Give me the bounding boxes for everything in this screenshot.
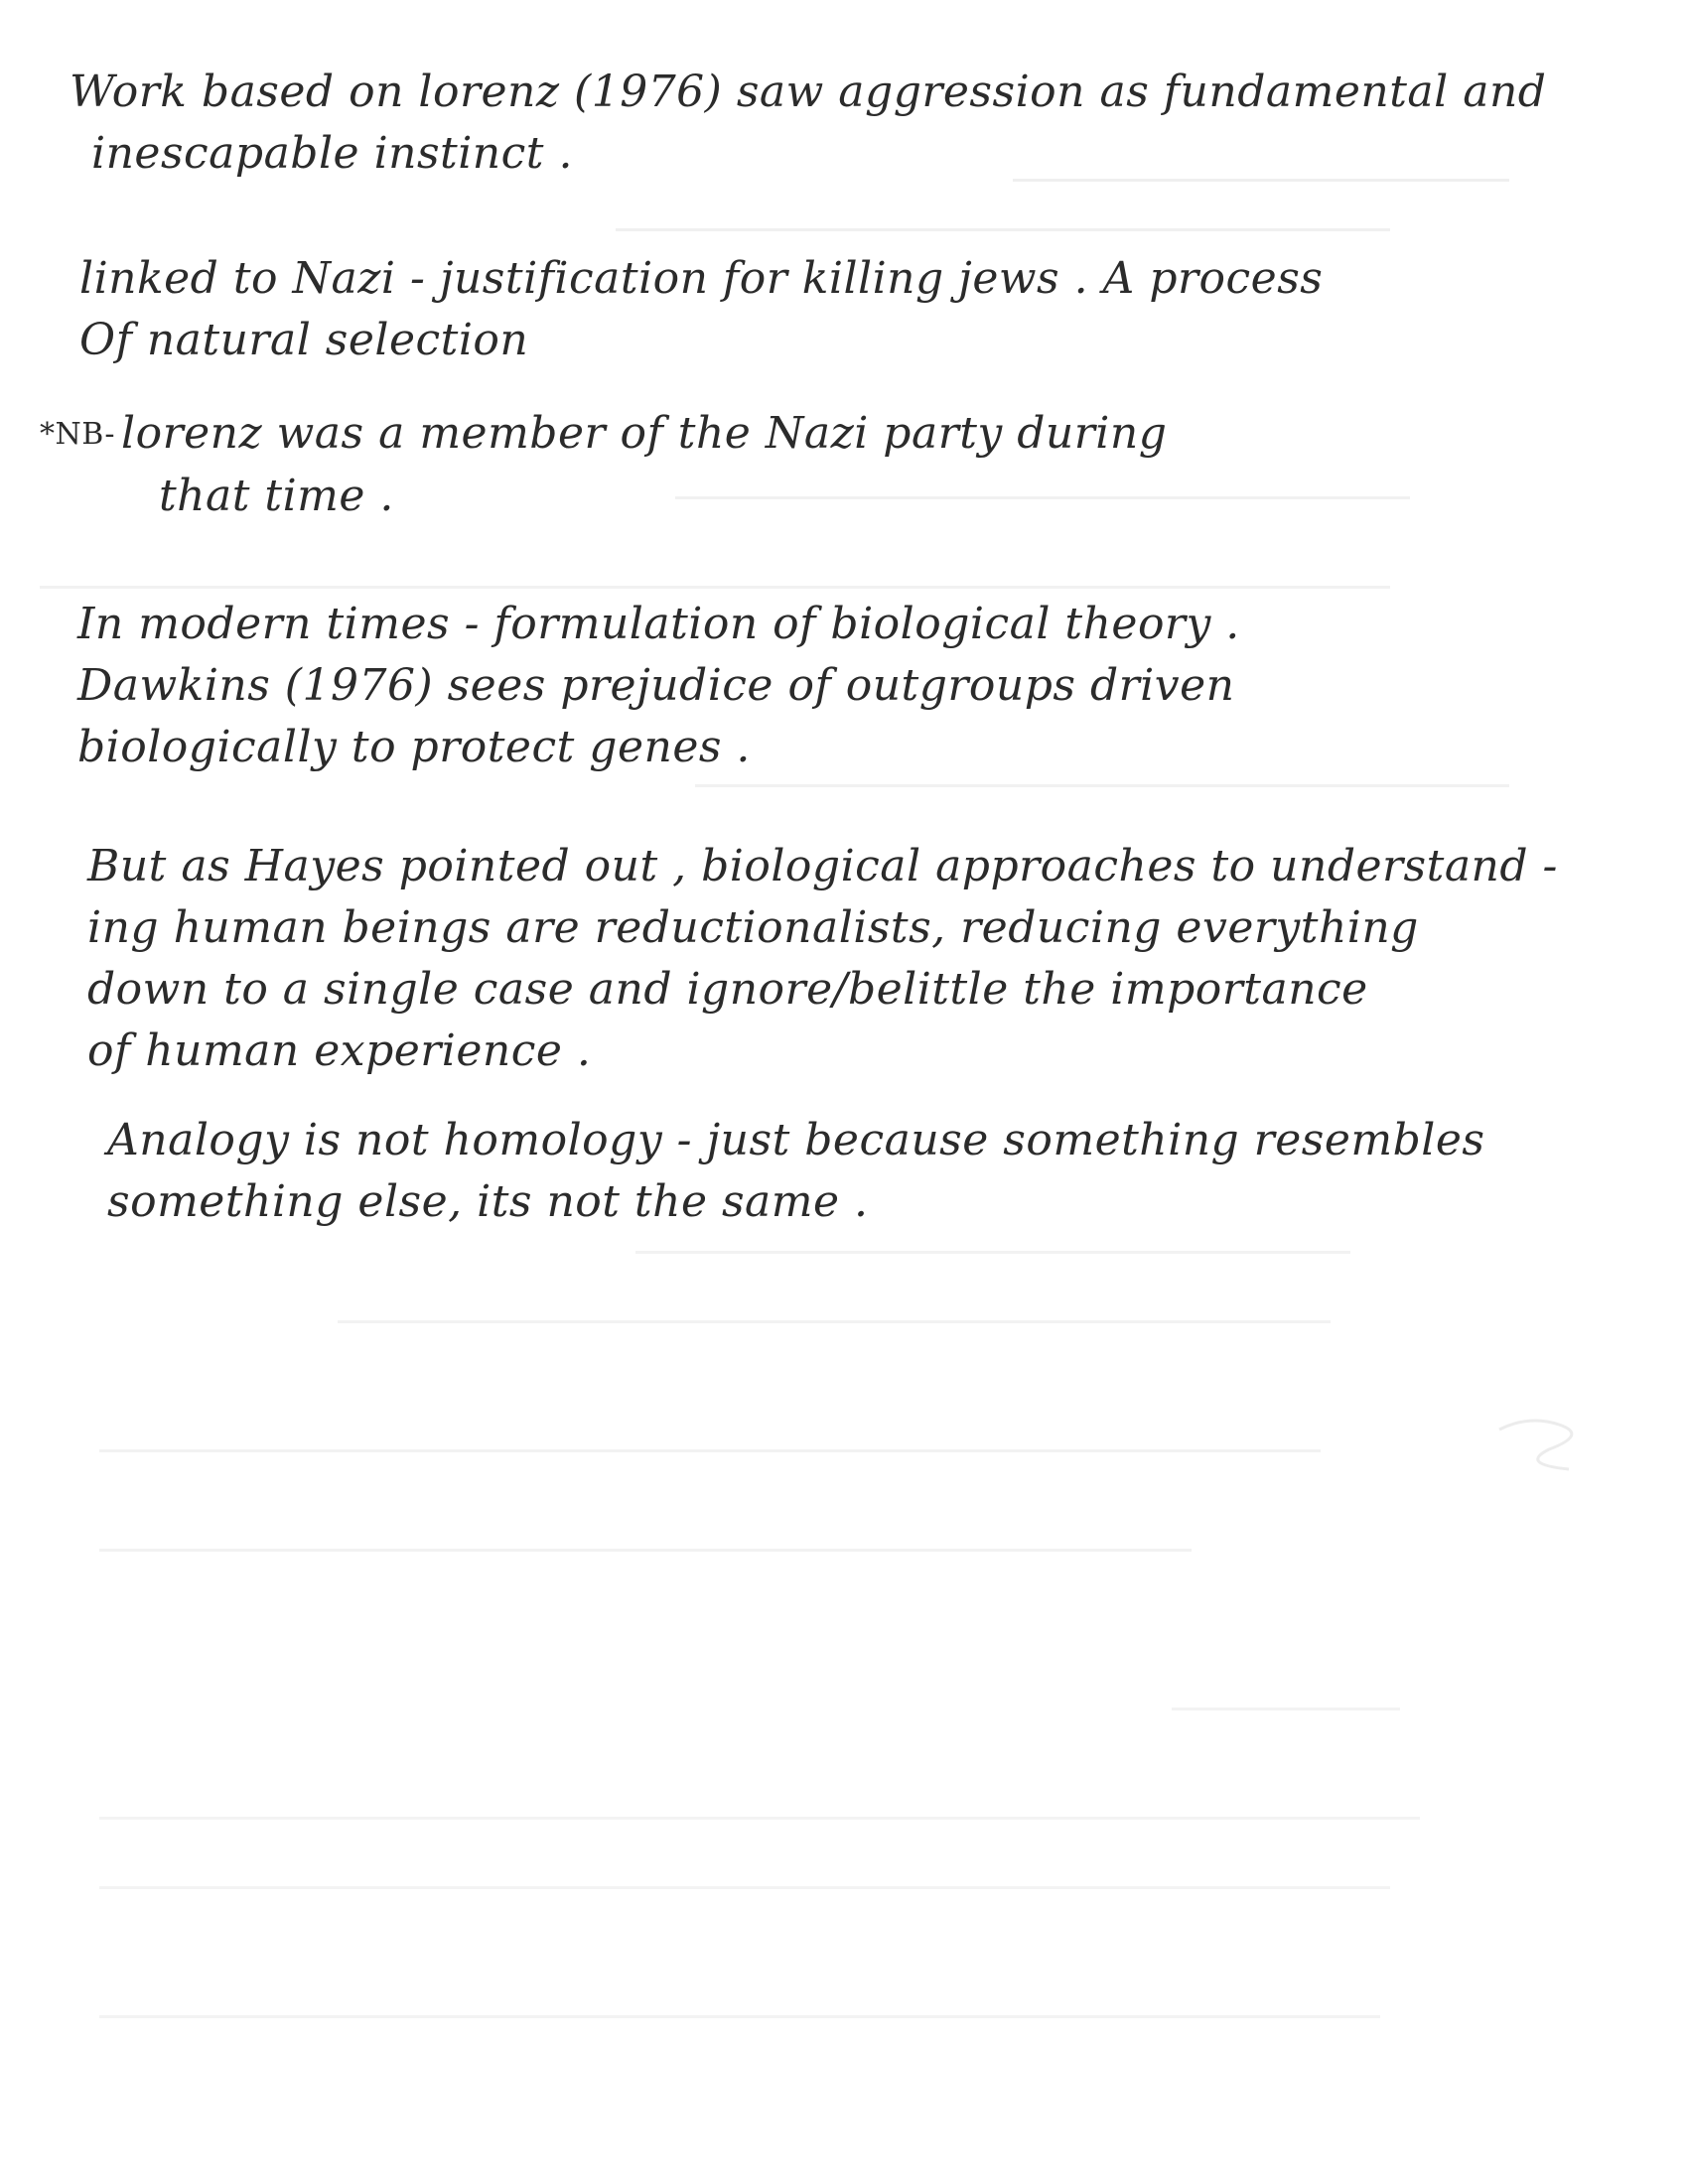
note-line: Analogy is not homology - just because something resembles	[107, 1115, 1485, 1165]
note-line: something else, its not the same .	[107, 1176, 869, 1227]
note-line: Dawkins (1976) sees prejudice of outgroups driven	[77, 660, 1235, 711]
note-line: that time .	[159, 471, 394, 521]
note-line: But as Hayes pointed out , biological approaches to understand -	[87, 841, 1558, 891]
faint-scribble-mark	[1489, 1410, 1609, 1479]
note-paragraph-modern-biological-theory	[77, 594, 1240, 778]
note-paragraph-analogy-homology	[107, 1110, 1484, 1233]
note-line: ing human beings are reductionalists, reducing everything	[87, 902, 1419, 953]
note-line: Work based on lorenz (1976) saw aggression as fundamental and	[70, 67, 1547, 117]
note-line: inescapable instinct .	[91, 128, 573, 179]
nb-marker: *NB-	[40, 417, 115, 452]
note-paragraph-nazi-justification	[79, 248, 1323, 371]
note-line: In modern times - formulation of biological theory .	[77, 599, 1240, 649]
note-paragraph-lorenz-nazi-member	[40, 403, 1167, 527]
note-line: lorenz was a member of the Nazi party during	[121, 408, 1168, 459]
note-line: down to a single case and ignore/belittle the importance	[87, 964, 1368, 1015]
note-paragraph-lorenz-aggression	[70, 62, 1546, 185]
note-line: Of natural selection	[79, 315, 529, 365]
note-line: linked to Nazi - justification for killing jews . A process	[79, 253, 1324, 304]
note-paragraph-hayes-critique	[87, 836, 1558, 1082]
note-line: biologically to protect genes .	[77, 722, 751, 772]
note-line: of human experience .	[87, 1025, 592, 1076]
